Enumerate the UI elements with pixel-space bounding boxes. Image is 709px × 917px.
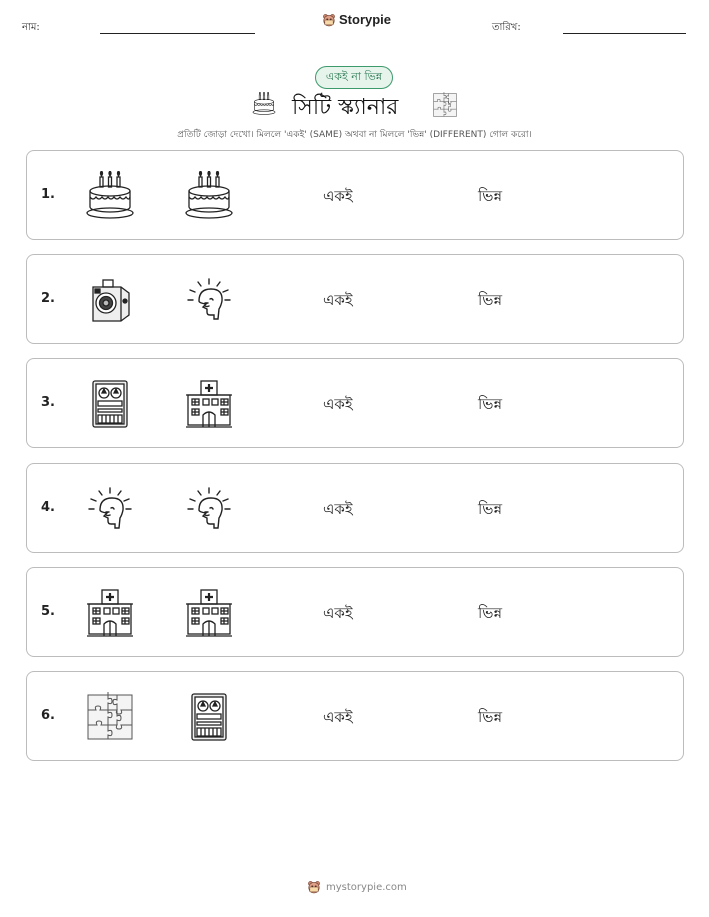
same-option[interactable]: একই: [323, 395, 353, 413]
question-row: [26, 463, 684, 553]
camera-icon: [85, 275, 135, 325]
puzzle-icon: [85, 692, 135, 742]
brand-logo: [322, 12, 391, 27]
question-number: 1.: [41, 187, 55, 202]
same-option[interactable]: একই: [323, 604, 353, 622]
date-label: তারিখ:: [492, 22, 521, 33]
bear-logo-icon: [322, 13, 336, 27]
same-option[interactable]: একই: [323, 291, 353, 309]
question-number: 3.: [41, 395, 55, 410]
bear-logo-icon: [307, 880, 321, 894]
different-option[interactable]: ভিন্ন: [478, 708, 503, 726]
footer: [307, 880, 407, 894]
same-option[interactable]: একই: [323, 500, 353, 518]
question-number: 4.: [41, 500, 55, 515]
question-row: [26, 567, 684, 657]
idea-head-icon: [184, 275, 234, 325]
question-row: [26, 671, 684, 761]
title-row: [0, 90, 709, 122]
footer-site-link[interactable]: mystorypie.com: [326, 881, 407, 893]
different-option[interactable]: ভিন্ন: [478, 291, 503, 309]
same-option[interactable]: একই: [323, 187, 353, 205]
different-option[interactable]: ভিন্ন: [478, 395, 503, 413]
puzzle-icon: [432, 92, 458, 118]
same-option[interactable]: একই: [323, 708, 353, 726]
different-option[interactable]: ভিন্ন: [478, 187, 503, 205]
name-input-line[interactable]: [100, 33, 255, 34]
idea-head-icon: [184, 484, 234, 534]
instructions: প্রতিটি জোড়া দেখো। মিললে 'একই' (SAME) অথবা না মিললে 'ভিন্ন' (DIFFERENT) গোল করো।: [177, 130, 532, 140]
question-number: 2.: [41, 291, 55, 306]
ct-scanner-icon: [85, 379, 135, 429]
question-row: [26, 254, 684, 344]
cake-icon: [85, 171, 135, 221]
date-input-line[interactable]: [563, 33, 686, 34]
question-number: 6.: [41, 708, 55, 723]
worksheet-type-badge: একই না ভিন্ন: [315, 66, 393, 89]
ct-scanner-icon: [184, 692, 234, 742]
question-row: [26, 150, 684, 240]
brand-name: Storypie: [339, 12, 392, 27]
name-label: নাম:: [22, 22, 40, 33]
different-option[interactable]: ভিন্ন: [478, 604, 503, 622]
hospital-icon: [85, 588, 135, 638]
cake-icon: [184, 171, 234, 221]
worksheet-header: [0, 0, 709, 44]
question-row: [26, 358, 684, 448]
hospital-icon: [184, 379, 234, 429]
different-option[interactable]: ভিন্ন: [478, 500, 503, 518]
question-number: 5.: [41, 604, 55, 619]
hospital-icon: [184, 588, 234, 638]
idea-head-icon: [85, 484, 135, 534]
cake-icon: [252, 92, 276, 116]
page-title: সিটি স্ক্যানার: [292, 95, 399, 120]
